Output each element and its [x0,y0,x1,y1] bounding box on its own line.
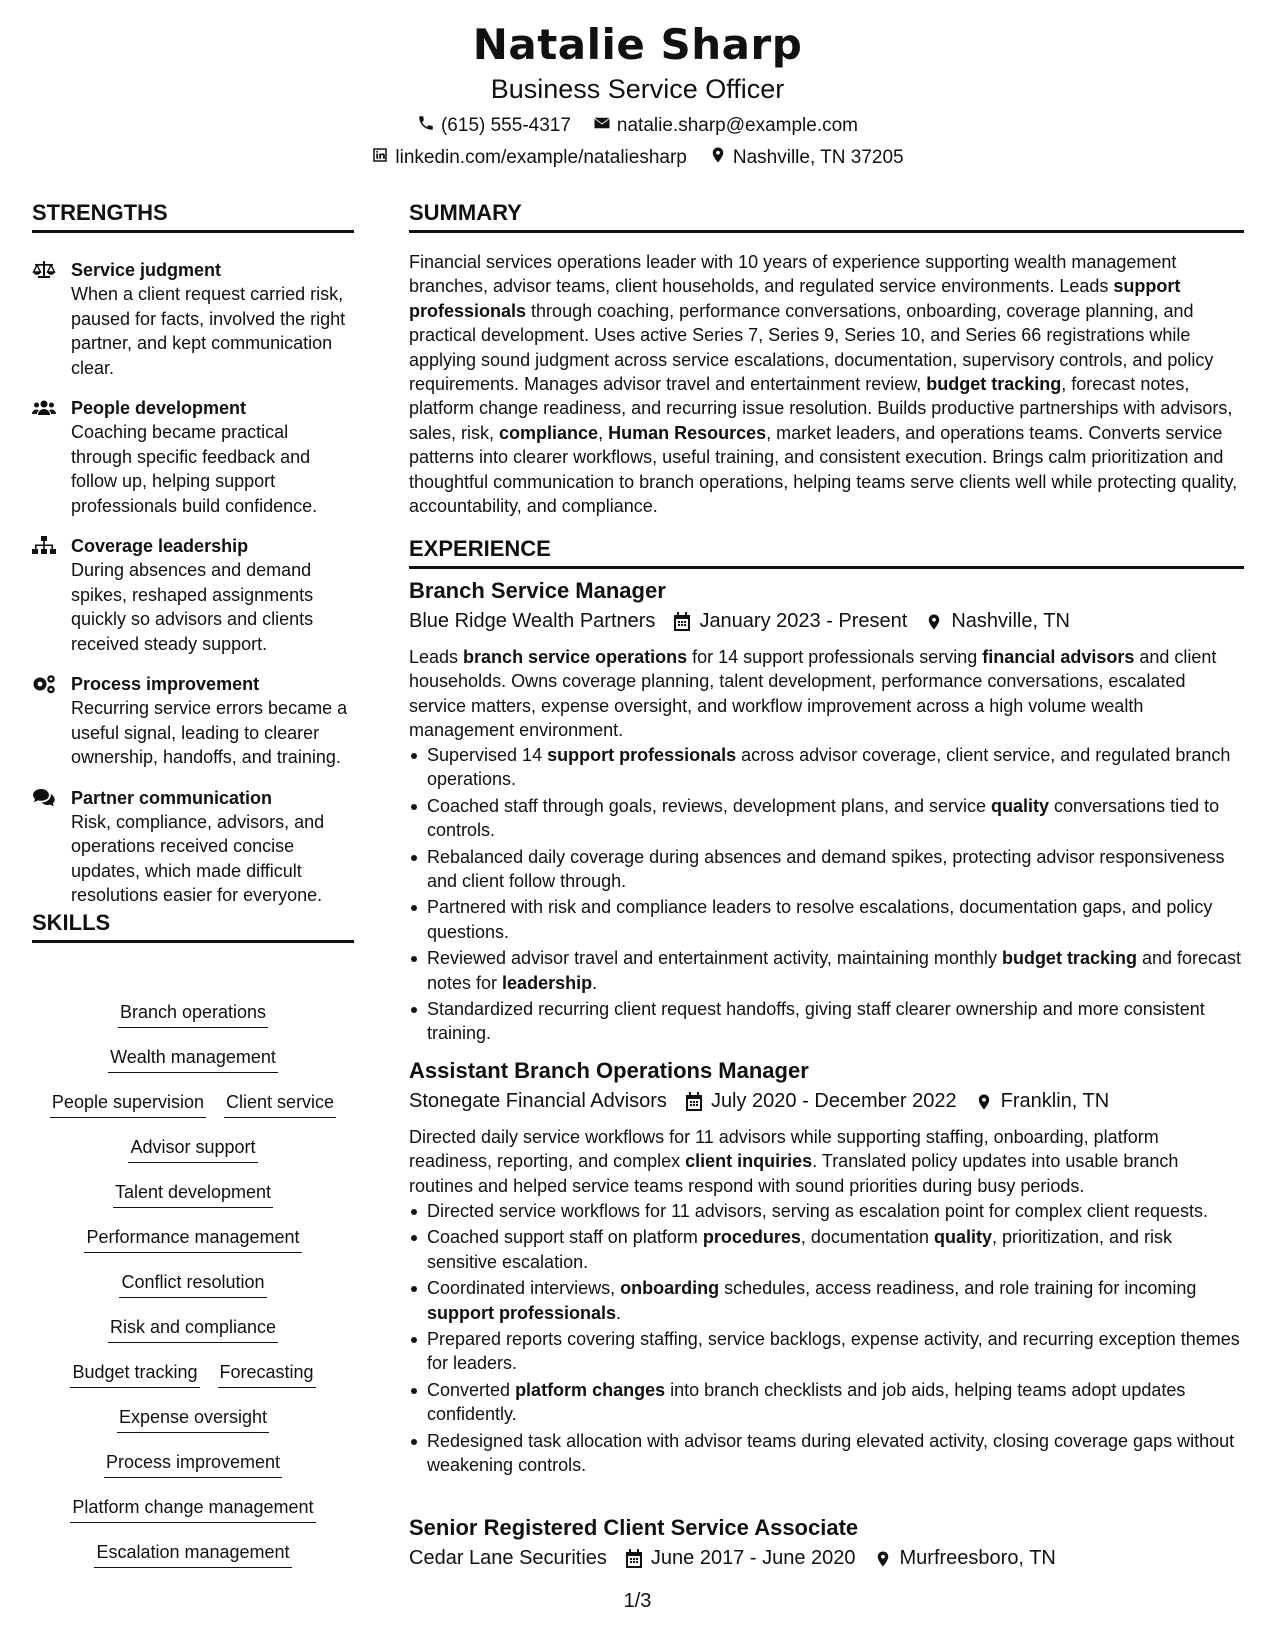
bold-keyword: platform changes [515,1379,666,1400]
text-segment: across advisor coverage, client service, and regulated branch operations. [427,745,1231,790]
phone-icon [417,114,435,138]
bullet-item [409,1429,1244,1478]
candidate-name: Natalie Sharp [472,20,803,69]
skill-row [32,1225,354,1270]
scale-icon [32,260,56,280]
job-description [409,645,1244,743]
skill-row [32,1495,354,1540]
bold-keyword: quality [933,1227,992,1248]
users-icon [32,398,56,418]
skills-heading: SKILLS [32,910,354,943]
bold-keyword: support professionals [409,276,1181,321]
strengths-heading: STRENGTHS [32,200,354,233]
skill-row [32,1360,354,1405]
skill-tag: Escalation management [94,1540,291,1568]
map-pin-icon [975,1092,993,1112]
text-segment: schedules, access readiness, and role training for incoming [719,1278,1197,1299]
text-segment: Converted [427,1379,516,1400]
job-company: Stonegate Financial Advisors [409,1090,667,1112]
calendar-icon [625,1549,643,1569]
bullet-item [409,794,1244,843]
text-segment: Partnered with risk and compliance leaders to resolve escalations, documentation gaps, and policy questions. [427,897,1213,942]
text-segment: , prioritization, and risk sensitive escalation. [427,1227,1173,1272]
job-location: Franklin, TN [1000,1090,1110,1112]
candidate-role: Business Service Officer [490,74,785,104]
bullet-item [409,895,1244,944]
bullet-item [409,1225,1244,1274]
text-segment: . [592,972,598,993]
job-location: Nashville, TN [951,610,1070,632]
skill-row [32,1270,354,1315]
linkedin-contact[interactable] [371,146,687,170]
email-text: natalie.sharp@example.com [616,115,858,136]
skill-tag: Process improvement [104,1450,282,1478]
phone-contact[interactable] [417,114,571,138]
strength-title: Partner communication [71,787,273,808]
bullet-item [409,743,1244,792]
skill-row [32,1045,354,1090]
text-segment: , documentation [800,1227,934,1248]
strength-desc: Risk, compliance, advisors, and operations received concise updates, which made difficult resolutions easier for everyone. [71,811,325,905]
phone-text: (615) 555-4317 [440,115,571,136]
text-segment: Coordinated interviews, [427,1278,621,1299]
gears-icon [32,674,56,694]
text-segment: Directed service workflows for 11 advisors, serving as escalation point for complex client requests. [427,1201,1208,1221]
bold-keyword: compliance [499,422,599,443]
strength-desc: During absences and demand spikes, reshaped assignments quickly so advisors and clients received steady support. [71,560,314,654]
text-segment: . Translated policy updates into usable branch routines and helped service teams respond with sound priorities during busy periods. [409,1151,1179,1196]
contact-row-2 [0,146,1275,170]
skill-tag: Expense oversight [117,1405,269,1433]
text-segment: Leads [409,647,464,667]
skill-tag: Advisor support [128,1135,257,1163]
bullet-item [409,997,1244,1046]
experience-heading: EXPERIENCE [409,536,1244,569]
text-segment: Reviewed advisor travel and entertainment activity, maintaining monthly [427,948,1002,969]
job-company: Blue Ridge Wealth Partners [409,610,656,632]
text-segment: Redesigned task allocation with advisor teams during elevated activity, closing coverage gaps without weakening controls. [427,1430,1235,1476]
skill-tag: Talent development [113,1180,273,1208]
bullet-item [409,1276,1244,1325]
skill-row [32,1405,354,1450]
skill-tag: Performance management [84,1225,301,1253]
bold-keyword: budget tracking [1001,948,1137,969]
summary-text [409,250,1244,518]
bold-keyword: support professionals [427,1302,617,1323]
text-segment: conversations tied to controls. [427,795,1220,841]
linkedin-text: linkedin.com/example/nataliesharp [395,147,687,168]
job-title: Senior Registered Client Service Associate [409,1515,859,1540]
map-pin-icon [925,612,943,632]
text-segment: for 14 support professionals serving [687,647,983,667]
location-text: Nashville, TN 37205 [732,147,904,168]
skill-tag: Platform change management [70,1495,315,1523]
strength-item [32,258,354,380]
strengths-list [32,258,354,924]
text-segment: , market leaders, and operations teams. Converts service patterns into clearer workflows, useful training, and consistent execution. Brings calm prioritization and thoughtful communication to branch operations, helping teams serve clients well while protecting quality, accountability, and compliance. [409,422,1238,517]
text-segment: and client households. Owns coverage planning, talent development, performance conversations, escalated service matters, expense oversight, and workflow improvement across a high volume wealth management environment. [409,647,1217,741]
skill-tag: Forecasting [218,1360,316,1388]
skill-row [32,1540,354,1585]
skill-tag: People supervision [50,1090,206,1118]
bullet-item [409,1199,1244,1223]
map-pin-icon [874,1549,892,1569]
job-meta [409,1090,1109,1113]
calendar-icon [673,612,691,632]
job-location: Murfreesboro, TN [899,1547,1056,1569]
skill-row [32,1090,354,1135]
job-title: Assistant Branch Operations Manager [409,1058,809,1083]
job-bullets [409,743,1244,1048]
text-segment: through coaching, performance conversations, onboarding, coverage planning, and practical development. Uses active Series 7, Series 9, Series 10, and Series 66 registrations while applying sound judgment across service escalations, documentation, supervisory controls, and policy requirements. Manages advisor travel and entertainment review, [409,300,1214,395]
job-meta [409,1547,1056,1570]
job-dates: January 2023 - Present [699,610,908,632]
skill-row [32,1135,354,1180]
calendar-icon [685,1092,703,1112]
email-contact[interactable] [593,114,858,138]
bullet-item [409,946,1244,995]
text-segment: Directed daily service workflows for 11 advisors while supporting staffing, onboarding, platform readiness, reporting, and complex [409,1127,1159,1172]
envelope-icon [593,114,611,138]
bold-keyword: quality [991,795,1050,816]
job-dates: June 2017 - June 2020 [650,1547,856,1569]
contact-row-1 [0,114,1275,138]
strength-desc: When a client request carried risk, paused for facts, involved the right partner, and kept communication clear. [71,284,346,378]
skill-tag: Conflict resolution [119,1270,266,1298]
text-segment: , forecast notes, platform change readiness, and recurring issue resolution. Builds productive partnerships with advisors, sales, risk, [409,374,1233,443]
bullet-item [409,1327,1244,1376]
job-description [409,1125,1244,1198]
text-segment: Financial services operations leader with 10 years of experience supporting wealth management branches, advisor teams, client households, and regulated service environments. Leads [409,252,1177,297]
text-segment: Rebalanced daily coverage during absences and demand spikes, protecting advisor responsiveness and client follow through. [427,846,1225,892]
strength-title: People development [71,398,247,418]
skill-tag: Budget tracking [70,1360,199,1388]
job-meta [409,610,1070,633]
bold-keyword: procedures [702,1227,801,1248]
skill-row [32,1315,354,1360]
location-contact [709,146,904,170]
summary-heading: SUMMARY [409,200,1244,233]
text-segment: Coached staff through goals, reviews, development plans, and service [427,795,991,816]
skills-list [32,1000,354,1585]
text-segment: into branch checklists and job aids, helping teams adopt updates confidently. [427,1379,1186,1425]
linkedin-icon [371,146,389,170]
strength-title: Process improvement [71,674,260,694]
job-bullets [409,1199,1244,1479]
org-chart-icon [32,536,56,556]
map-pin-icon [709,146,727,170]
strength-title: Coverage leadership [71,536,249,556]
text-segment: Standardized recurring client request handoffs, giving staff clearer ownership and more consistent training. [427,999,1205,1044]
bold-keyword: budget tracking [926,374,1062,395]
text-segment: Prepared reports covering staffing, service backlogs, expense activity, and recurring exception themes for leaders. [427,1329,1240,1374]
strength-item [32,786,354,908]
skill-row [32,1000,354,1045]
strength-item [32,534,354,656]
strength-title: Service judgment [71,260,222,280]
text-segment: . [616,1302,622,1323]
text-segment: , [598,422,609,443]
bold-keyword: onboarding [620,1278,720,1299]
skill-tag: Client service [224,1090,336,1118]
bold-keyword: branch service operations [463,647,688,667]
comments-icon [32,788,56,808]
skill-row [32,1450,354,1495]
job-company: Cedar Lane Securities [409,1547,607,1569]
page-number: 1/3 [623,1590,652,1612]
text-segment: Supervised 14 [427,745,548,765]
bold-keyword: Human Resources [608,422,767,443]
text-segment: Coached support staff on platform [427,1227,703,1248]
bold-keyword: financial advisors [982,647,1135,667]
strength-item [32,396,354,518]
bold-keyword: support professionals [547,745,737,765]
strength-desc: Coaching became practical through specific feedback and follow up, helping support professionals build confidence. [71,422,318,516]
bullet-item [409,1378,1244,1427]
job-dates: July 2020 - December 2022 [710,1090,957,1112]
skill-tag: Branch operations [118,1000,268,1028]
bold-keyword: client inquiries [685,1151,813,1172]
bullet-item [409,845,1244,894]
job-title: Branch Service Manager [409,578,666,603]
skill-row [32,1180,354,1225]
text-segment: and forecast notes for [427,948,1242,993]
strength-desc: Recurring service errors became a useful signal, leading to clearer ownership, handoffs, and training. [71,698,348,767]
skill-tag: Risk and compliance [108,1315,278,1343]
strength-item [32,672,354,770]
bold-keyword: leadership [502,972,593,993]
skill-tag: Wealth management [108,1045,278,1073]
